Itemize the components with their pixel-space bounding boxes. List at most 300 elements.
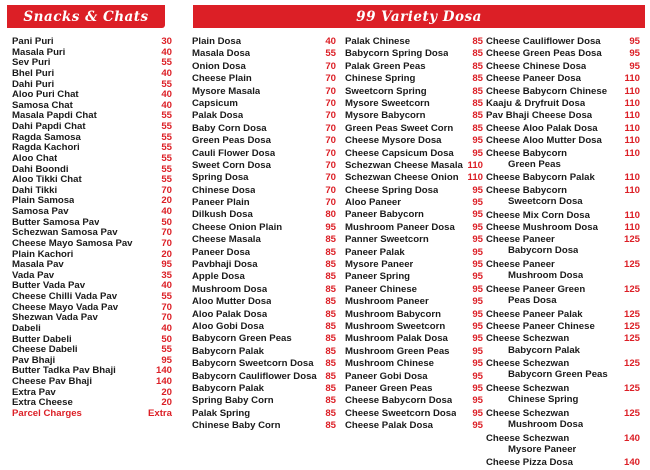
menu-item [345, 284, 483, 296]
menu-item [192, 395, 336, 407]
menu-item [486, 309, 640, 321]
menu-item-price: 95 [472, 283, 483, 295]
menu-item [192, 420, 336, 432]
menu-item-price: 40 [161, 280, 172, 292]
menu-item [192, 148, 336, 160]
menu-item-name [345, 309, 441, 320]
menu-item [345, 222, 483, 234]
menu-item-price: 95 [161, 259, 172, 271]
menu-item-name [12, 121, 86, 132]
menu-item-name-line: Mysore Masala [192, 85, 261, 97]
menu-item-price: 95 [472, 184, 483, 196]
menu-item [486, 185, 640, 210]
menu-item-name [345, 259, 413, 270]
menu-item-name [192, 222, 282, 233]
menu-item-price: 95 [472, 382, 483, 394]
menu-item [345, 383, 483, 395]
menu-item-price: 85 [472, 110, 483, 122]
menu-item-name [345, 197, 401, 208]
menu-item-name-line: Mushroom Chinese [345, 358, 435, 370]
menu-item-price: 40 [161, 322, 172, 334]
menu-item [192, 222, 336, 234]
menu-item-name-line: Green Peas Dosa [192, 135, 271, 147]
menu-item-name-line: Apple Dosa [192, 271, 245, 283]
menu-item [192, 123, 336, 135]
menu-item-name [486, 98, 585, 109]
menu-item-name-line: Cheese Schezwan [486, 333, 570, 345]
menu-item [12, 195, 172, 206]
menu-item-name [192, 135, 271, 146]
menu-item-price: 70 [325, 172, 336, 184]
menu-item [345, 61, 483, 73]
menu-item-price: 95 [472, 308, 483, 320]
menu-item-price: 70 [325, 73, 336, 85]
menu-item-name [192, 86, 260, 97]
menu-item-name [345, 284, 417, 295]
menu-item [192, 247, 336, 259]
menu-item-name-line: Parcel Charges [12, 407, 82, 419]
menu-item-name [12, 387, 56, 398]
menu-item-name [12, 142, 80, 153]
menu-item-name [192, 98, 238, 109]
menu-item-name [486, 123, 598, 134]
menu-item-price: 85 [325, 407, 336, 419]
menu-item-name-line: Schezwan Cheese Masala [345, 159, 463, 171]
menu-item-name [345, 185, 438, 196]
menu-item-price: 55 [325, 48, 336, 60]
menu-item-name [192, 172, 249, 183]
menu-item [345, 271, 483, 283]
menu-item-name-line: Kaaju & Dryfruit Dosa [486, 97, 586, 109]
menu-item-name [486, 36, 601, 47]
menu-item-name [12, 79, 54, 90]
menu-item [192, 48, 336, 60]
menu-item-price: 95 [472, 345, 483, 357]
menu-item-name-line: Aloo Mutter Dosa [192, 296, 272, 308]
menu-item [486, 135, 640, 147]
menu-item-name [12, 249, 73, 260]
menu-item-name-line: Mushroom Green Peas [345, 345, 450, 357]
menu-item [345, 247, 483, 259]
menu-item-name-line: Masala Puri [12, 46, 66, 58]
menu-item-price: 85 [325, 296, 336, 308]
menu-item-price: 85 [325, 370, 336, 382]
menu-item-price: 95 [472, 320, 483, 332]
menu-item-name-line: Cheese Paneer [486, 259, 555, 271]
menu-item-price: 95 [472, 420, 483, 432]
menu-item [486, 234, 640, 259]
menu-item-price: 85 [325, 283, 336, 295]
menu-item-name-line: Mushroom Paneer [345, 296, 429, 308]
menu-item-name-line: Paneer Green Peas [345, 382, 433, 394]
menu-item [12, 249, 172, 260]
menu-item [486, 321, 640, 333]
menu-item-name-line: Paneer Chinese [345, 283, 417, 295]
menu-item-name-line: Ragda Kachori [12, 142, 80, 154]
menu-item [345, 234, 483, 246]
menu-item [345, 197, 483, 209]
menu-item-name-line: Paneer Babycorn [345, 209, 424, 221]
menu-item-price: 85 [325, 358, 336, 370]
menu-item-name-line: Cheese Paneer Dosa [486, 73, 581, 85]
menu-item-name-line: Babycorn Palak [192, 382, 264, 394]
menu-item [12, 323, 172, 334]
menu-item-name-line: Mysore Sweetcorn [345, 97, 430, 109]
menu-item [486, 210, 640, 222]
menu-item [486, 172, 640, 184]
menu-item-name [486, 135, 602, 146]
menu-item-price: 70 [161, 227, 172, 239]
menu-item-name-line: Babycorn Palak [192, 345, 264, 357]
menu-item-name-line: Cheese Dabeli [12, 344, 78, 356]
menu-item-name [192, 395, 274, 406]
menu-item-name [192, 271, 245, 282]
menu-item [12, 164, 172, 175]
menu-item-price: 85 [325, 420, 336, 432]
menu-item-name-line2: Mushroom Dosa [508, 418, 584, 430]
menu-item-name-line: Aloo Chat [12, 152, 58, 164]
menu-item-name [345, 420, 433, 431]
menu-item-name-line: Cheese Green Peas Dosa [486, 48, 602, 60]
menu-item-name [486, 61, 586, 72]
menu-item-name [486, 408, 583, 430]
menu-item-name-line: Cheese Schezwan [486, 358, 570, 370]
menu-item [192, 110, 336, 122]
menu-item-name-line: Mysore Paneer [345, 259, 414, 271]
menu-item [192, 185, 336, 197]
menu-item-price: 70 [325, 122, 336, 134]
menu-item-name [192, 48, 250, 59]
menu-item-name-line: Paneer Spring [345, 271, 411, 283]
menu-item [12, 376, 172, 387]
menu-item-name [486, 309, 583, 320]
menu-item-name [12, 280, 85, 291]
menu-item-name [345, 86, 427, 97]
menu-item [345, 346, 483, 358]
menu-item-price: 70 [325, 147, 336, 159]
menu-item-name [486, 321, 595, 332]
menu-item-price: 110 [467, 159, 483, 171]
menu-item [12, 408, 172, 419]
menu-item-name [486, 48, 602, 59]
menu-item-name-line: Onion Dosa [192, 60, 246, 72]
menu-item-name-line: Masala Dosa [192, 48, 251, 60]
menu-item [345, 123, 483, 135]
menu-item-name [12, 36, 54, 47]
menu-item-price: 20 [161, 397, 172, 409]
menu-item-name [12, 206, 69, 217]
menu-item-name [192, 309, 267, 320]
menu-item-name-line: Mushroom Paneer Dosa [345, 221, 455, 233]
menu-item-name-line: Dahi Tikki [12, 184, 58, 196]
menu-item-name [486, 210, 590, 221]
menu-item-price: Extra [148, 407, 172, 419]
menu-item-name-line: Cauli Flower Dosa [192, 147, 276, 159]
menu-item-name [12, 47, 65, 58]
menu-item-name-line2: Babycorn Palak [508, 344, 580, 356]
menu-item-name [486, 110, 592, 121]
menu-item-price: 85 [472, 85, 483, 97]
menu-item-price: 85 [325, 234, 336, 246]
menu-item-price: 125 [623, 308, 640, 320]
menu-item-price: 70 [325, 110, 336, 122]
menu-item-price: 110 [624, 209, 640, 221]
menu-item-name-line: Palak Dosa [192, 110, 244, 122]
menu-item-name [192, 185, 255, 196]
menu-item [192, 333, 336, 345]
dosa-header: 99 Variety Dosa [193, 5, 645, 28]
menu-item-name [192, 371, 317, 382]
menu-item-name [345, 408, 456, 419]
menu-item-name-line: Samosa Chat [12, 99, 73, 111]
menu-item-price: 110 [467, 172, 483, 184]
menu-item [345, 371, 483, 383]
menu-item [345, 135, 483, 147]
menu-item-price: 85 [472, 97, 483, 109]
menu-item [192, 172, 336, 184]
menu-item [345, 148, 483, 160]
menu-item-price: 95 [472, 234, 483, 246]
menu-item [12, 89, 172, 100]
menu-item-name-line: Babycorn Green Peas [192, 333, 292, 345]
menu-item-name-line: Plain Dosa [192, 36, 242, 47]
menu-item-name-line: Schezwan Cheese Onion [345, 172, 459, 184]
menu-item-name-line: Spring Baby Corn [192, 395, 274, 407]
menu-item-name-line: Cheese Mysore Dosa [345, 135, 442, 147]
menu-item-name [345, 296, 429, 307]
menu-item-name [12, 259, 64, 270]
menu-item-name-line: Cheese Aloo Mutter Dosa [486, 135, 602, 147]
menu-item [12, 47, 172, 58]
menu-item-name [12, 365, 116, 376]
menu-item-name-line: Cheese Chilli Vada Pav [12, 291, 118, 302]
menu-item-name [192, 61, 246, 72]
menu-item-price: 95 [472, 209, 483, 221]
dosa-list-column-2 [345, 36, 483, 433]
menu-item-name-line: Aloo Gobi Dosa [192, 320, 264, 332]
menu-item-price: 70 [325, 97, 336, 109]
menu-item-price: 55 [161, 131, 172, 143]
menu-item-name [12, 164, 69, 175]
menu-item [486, 98, 640, 110]
menu-item [12, 57, 172, 68]
menu-item-name [192, 383, 264, 394]
menu-item-price: 125 [623, 358, 640, 370]
menu-item-name-line: Cheese Paneer [486, 234, 555, 246]
menu-item [12, 227, 172, 238]
menu-item [345, 172, 483, 184]
menu-item [12, 291, 172, 302]
menu-item [12, 365, 172, 376]
menu-item-name-line: Panner Sweetcorn [345, 234, 429, 246]
menu-item-name [192, 333, 292, 344]
menu-item-name-line: Babycorn Cauliflower Dosa [192, 370, 317, 382]
menu-item-name-line: Babycorn Sweetcorn Dosa [192, 358, 314, 370]
menu-item-name-line: Mysore Babycorn [345, 110, 426, 122]
menu-item [345, 321, 483, 333]
menu-item-name [192, 197, 250, 208]
menu-item-price: 55 [161, 291, 172, 302]
menu-item-name [486, 86, 607, 97]
menu-item-name-line: Cheese Mix Corn Dosa [486, 209, 590, 221]
menu-item-name [12, 153, 57, 164]
menu-item-name-line2: Peas Dosa [508, 295, 557, 306]
menu-item [486, 36, 640, 48]
menu-item-price: 70 [325, 135, 336, 147]
menu-item [12, 334, 172, 345]
menu-item-name [345, 98, 430, 109]
menu-item-name [345, 383, 432, 394]
menu-item-name [345, 247, 405, 258]
menu-item [12, 259, 172, 270]
menu-item [345, 160, 483, 172]
menu-item-name [486, 73, 581, 84]
menu-item-price: 95 [161, 354, 172, 366]
menu-item-name-line: Mushroom Dosa [192, 283, 268, 295]
menu-item-name-line: Extra Pav [12, 386, 56, 398]
menu-item [486, 383, 640, 408]
menu-item-price: 85 [325, 345, 336, 357]
menu-item [486, 73, 640, 85]
menu-item-name [486, 457, 573, 468]
menu-item-name [345, 123, 453, 134]
menu-item-name-line: Schezwan Samosa Pav [12, 227, 118, 239]
menu-item-price: 110 [624, 184, 640, 196]
menu-item-name-line: Paneer Palak [345, 246, 405, 258]
menu-item-name-line: Butter Tadka Pav Bhaji [12, 365, 116, 377]
menu-item-name [345, 209, 424, 220]
menu-item-name-line: Cheese Cauliflower Dosa [486, 36, 601, 47]
menu-item-price: 140 [623, 457, 640, 469]
menu-item-price: 20 [161, 386, 172, 398]
menu-item-price: 40 [161, 67, 172, 79]
menu-item-name [12, 100, 73, 111]
menu-item-name [345, 61, 426, 72]
menu-item [345, 36, 483, 48]
menu-item-name [345, 222, 455, 233]
menu-item-name-line: Dabeli [12, 322, 41, 334]
menu-item [12, 142, 172, 153]
menu-item-name [12, 195, 74, 206]
menu-item-price: 55 [161, 57, 172, 69]
menu-item [345, 408, 483, 420]
menu-item-price: 125 [623, 383, 640, 395]
menu-item-name-line: Cheese Pizza Dosa [486, 457, 573, 469]
menu-item-name-line: Aloo Palak Dosa [192, 308, 268, 320]
menu-item-name-line: Sev Puri [12, 57, 51, 69]
menu-item-name [192, 73, 252, 84]
menu-item-name-line: Shezwan Vada Pav [12, 312, 98, 324]
menu-item-name [192, 284, 267, 295]
menu-item-name-line: Palak Green Peas [345, 60, 426, 72]
menu-item-name-line: Bhel Puri [12, 67, 55, 79]
menu-item [192, 73, 336, 85]
menu-item-name-line: Butter Vada Pav [12, 280, 86, 292]
menu-item [345, 110, 483, 122]
snacks-list [12, 36, 172, 419]
menu-item-name-line: Cheese Schezwan [486, 383, 570, 395]
menu-item-name [192, 123, 267, 134]
menu-item-name [345, 271, 410, 282]
menu-item [345, 309, 483, 321]
menu-item-name-line: Dahi Papdi Chat [12, 121, 86, 132]
dosa-list-column-3 [486, 36, 640, 470]
menu-item-price: 20 [161, 248, 172, 260]
menu-item [12, 121, 172, 132]
menu-item-price: 140 [623, 432, 640, 444]
menu-item-price: 80 [325, 209, 336, 221]
menu-item [192, 86, 336, 98]
menu-item-name-line: Plain Samosa [12, 195, 75, 207]
menu-item-name [192, 209, 253, 220]
menu-item-price: 40 [325, 36, 336, 47]
menu-item-price: 55 [161, 78, 172, 90]
menu-item-name [12, 270, 54, 281]
menu-item [192, 135, 336, 147]
menu-item [192, 383, 336, 395]
menu-item [12, 217, 172, 228]
menu-item-name-line: Spring Dosa [192, 172, 249, 184]
menu-item-name [12, 110, 97, 121]
menu-item [192, 36, 336, 48]
menu-item-name [12, 291, 117, 302]
menu-item [486, 284, 640, 309]
menu-item [486, 123, 640, 135]
menu-item [12, 132, 172, 143]
menu-item-name [12, 312, 98, 323]
menu-item [192, 160, 336, 172]
menu-item-name [192, 148, 275, 159]
menu-item-price: 125 [623, 407, 640, 419]
menu-item [345, 259, 483, 271]
menu-item-name-line: Chinese Spring [345, 73, 416, 85]
menu-item [12, 100, 172, 111]
menu-item-price: 30 [161, 36, 172, 47]
menu-item-name-line: Cheese Babycorn Dosa [345, 395, 453, 407]
menu-item-price: 50 [161, 333, 172, 345]
menu-item-price: 85 [325, 320, 336, 332]
menu-item-name [12, 238, 133, 249]
menu-item-price: 55 [161, 344, 172, 356]
menu-item-name-line: Cheese Mayo Samosa Pav [12, 237, 133, 249]
menu-item-name [345, 371, 428, 382]
menu-item-name [12, 376, 92, 387]
menu-item-price: 110 [624, 221, 640, 233]
menu-item-name-line: Dilkush Dosa [192, 209, 253, 221]
menu-item-name [486, 333, 580, 355]
menu-item-name-line: Cheese Paneer Palak [486, 308, 583, 320]
menu-item [192, 259, 336, 271]
menu-item-name-line: Sweetcorn Spring [345, 85, 427, 97]
menu-item-name [345, 36, 410, 47]
menu-item-name [486, 172, 595, 183]
menu-item [345, 358, 483, 370]
menu-item-name [345, 234, 429, 245]
menu-item-name-line: Palak Chinese [345, 36, 411, 47]
menu-item-name-line: Cheese Babycorn Palak [486, 172, 595, 184]
menu-item-name [12, 89, 79, 100]
menu-item-name [12, 397, 73, 408]
menu-item-price: 40 [161, 206, 172, 217]
menu-item-name-line: Sweet Corn Dosa [192, 159, 271, 171]
menu-item-price: 95 [629, 60, 640, 72]
menu-item-name-line: Masala Pav [12, 259, 64, 271]
menu-item [192, 371, 336, 383]
menu-item-name [192, 160, 271, 171]
menu-item-name [12, 334, 72, 345]
menu-item-name-line: Dahi Puri [12, 78, 55, 90]
menu-item [345, 185, 483, 197]
